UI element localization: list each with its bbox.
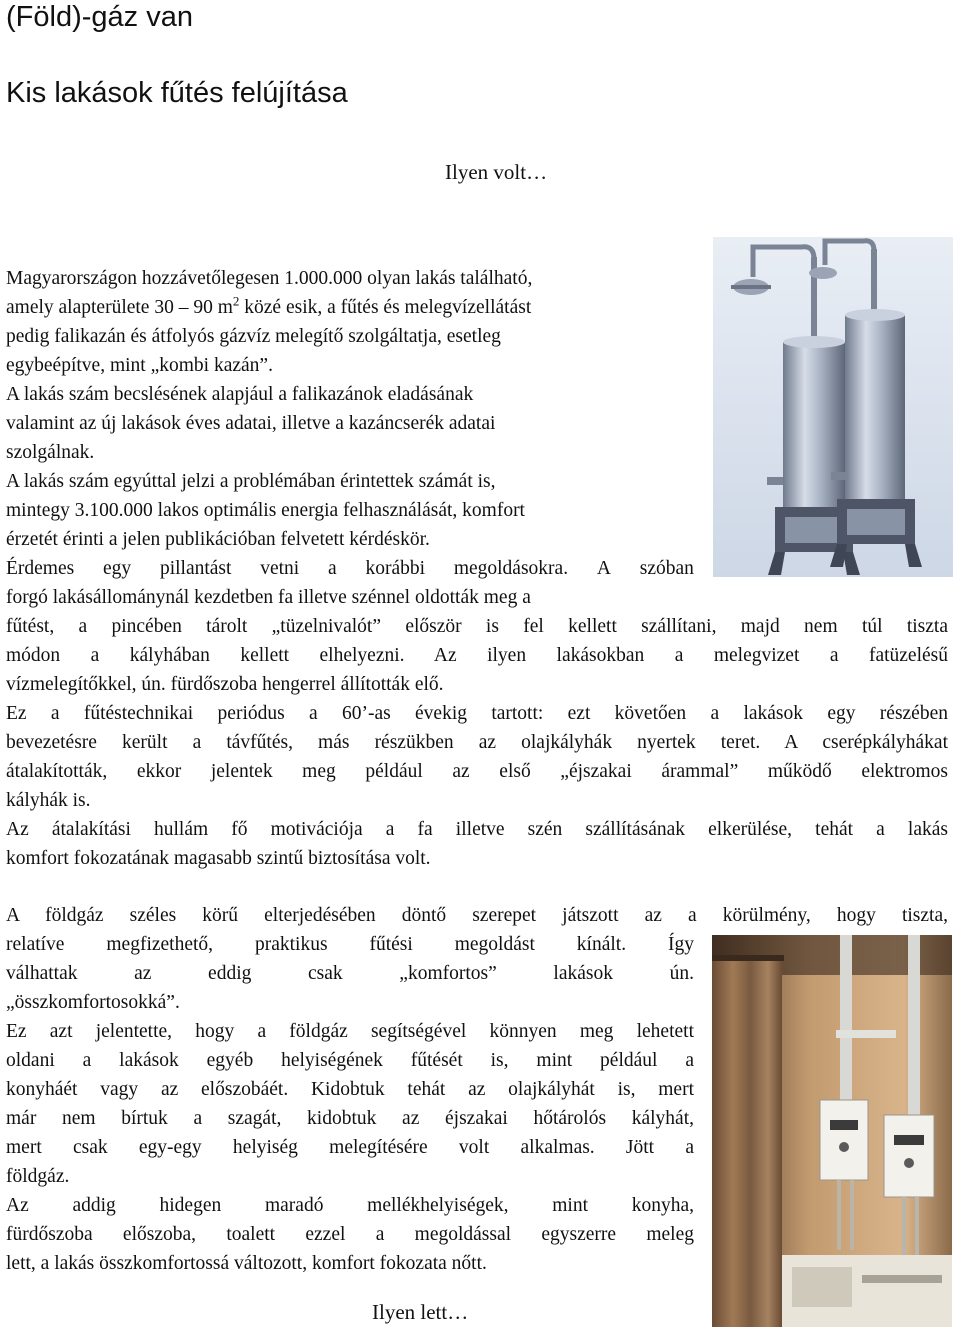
para7-line2: relatíve megfizethető, praktikus fűtési megoldást kínált. Így <box>6 934 694 955</box>
para4-line2: forgó lakásállománynál kezdetben fa illetve szénnel oldották meg a <box>6 587 531 608</box>
word: pillantást <box>159 558 232 579</box>
para8-line3: konyháét vagy az előszobáét. Kidobtuk tehát az olajkályhát is, mert <box>6 1079 694 1100</box>
para4-line4: módon a kályhában kellett elhelyezni. Az ilyen lakásokban a melegvizet a fatüzelésű <box>6 645 948 666</box>
word: vetni <box>260 558 300 579</box>
caption-after: Ilyen lett… <box>372 1300 469 1324</box>
para2-line3: szolgálnak. <box>6 442 95 463</box>
caption-before: Ilyen volt… <box>445 160 548 184</box>
para5-line1: Ez a fűtéstechnikai periódus a 60’-as évekig tartott: ezt követően a lakások egy részében <box>6 703 948 724</box>
para9-line3: lett, a lakás összkomfortossá változott, komfort fokozata nőtt. <box>6 1253 487 1274</box>
para4-line1 <box>6 554 694 583</box>
para1-line4: egybeépítve, mint „kombi kazán”. <box>6 355 273 376</box>
document-subtitle: Kis lakások fűtés felújítása <box>6 77 348 109</box>
para1-line2 <box>6 293 531 322</box>
word: A <box>596 558 611 579</box>
para1-line1: Magyarországon hozzávetőlegesen 1.000.000 olyan lakás található, <box>6 268 533 289</box>
para3-line1: A lakás szám egyúttal jelzi a problémában érintettek számát is, <box>6 471 496 492</box>
old-water-heater-illustration <box>713 237 953 577</box>
para8-line1: Ez azt jelentette, hogy a földgáz segítségével könnyen meg lehetett <box>6 1021 694 1042</box>
para4-line5: vízmelegítőkkel, ún. fürdőszoba hengerrel állították elő. <box>6 674 444 695</box>
para9-line2: fürdőszoba előszoba, toalett ezzel a megoldással egyszerre meleg <box>6 1224 694 1245</box>
word: a <box>328 558 337 579</box>
superscript-2: 2 <box>232 293 240 309</box>
para6-line1: Az átalakítási hullám fő motivációja a fa illetve szén szállításának elkerülése, tehát a lakás <box>6 819 948 840</box>
para8-line4: már nem bírtuk a szagát, kidobtuk az éjszakai hőtárolós kályhát, <box>6 1108 694 1129</box>
para7-line3: válhattak az eddig csak „komfortos” lakások ún. <box>6 963 694 984</box>
para8-line2: oldani a lakások egyéb helyiségének fűtését is, mint például a <box>6 1050 694 1071</box>
para5-line3: átalakították, ekkor jelentek meg például az első „éjszakai árammal” működő elektromos <box>6 761 948 782</box>
para2-line1: A lakás szám becslésének alapjául a falikazánok eladásának <box>6 384 474 405</box>
word: egy <box>103 558 132 579</box>
para4-line3: fűtést, a pincében tárolt „tüzelnivalót” először is fel kellett szállítani, majd nem túl tiszta <box>6 616 948 637</box>
para1-line3: pedig falikazán és átfolyós gázvíz melegítő szolgáltatja, esetleg <box>6 326 501 347</box>
word: korábbi <box>365 558 426 579</box>
para1-line2-start: amely alapterülete 30 – 90 m <box>6 297 233 318</box>
para2-line2: valamint az új lakások éves adatai, illetve a kazáncserék adatai <box>6 413 496 434</box>
para7-line4: „összkomfortosokká”. <box>6 992 180 1013</box>
para1-line2-end: közé esik, a fűtés és melegvízellátást <box>239 297 532 318</box>
modern-gas-heater-photo <box>712 935 952 1327</box>
para5-line4: kályhák is. <box>6 790 91 811</box>
word: megoldásokra. <box>453 558 569 579</box>
para3-line3: érzetét érinti a jelen publikációban felvetett kérdéskör. <box>6 529 430 550</box>
word: Érdemes <box>6 558 75 579</box>
document-title: (Föld)-gáz van <box>6 1 193 33</box>
para7-line1: A földgáz széles körű elterjedésében döntő szerepet játszott az a körülmény, hogy tiszta, <box>6 905 948 926</box>
para5-line2: bevezetésre került a távfűtés, más részükben az olajkályhák nyertek teret. A cserépkályhákat <box>6 732 948 753</box>
para6-line2: komfort fokozatának magasabb szintű biztosítása volt. <box>6 848 431 869</box>
word: szóban <box>639 558 694 579</box>
para9-line1: Az addig hidegen maradó mellékhelyiségek, mint konyha, <box>6 1195 694 1216</box>
para3-line2: mintegy 3.100.000 lakos optimális energia felhasználását, komfort <box>6 500 525 521</box>
para8-line6: földgáz. <box>6 1166 70 1187</box>
para8-line5: mert csak egy-egy helyiség melegítésére volt alkalmas. Jött a <box>6 1137 694 1158</box>
